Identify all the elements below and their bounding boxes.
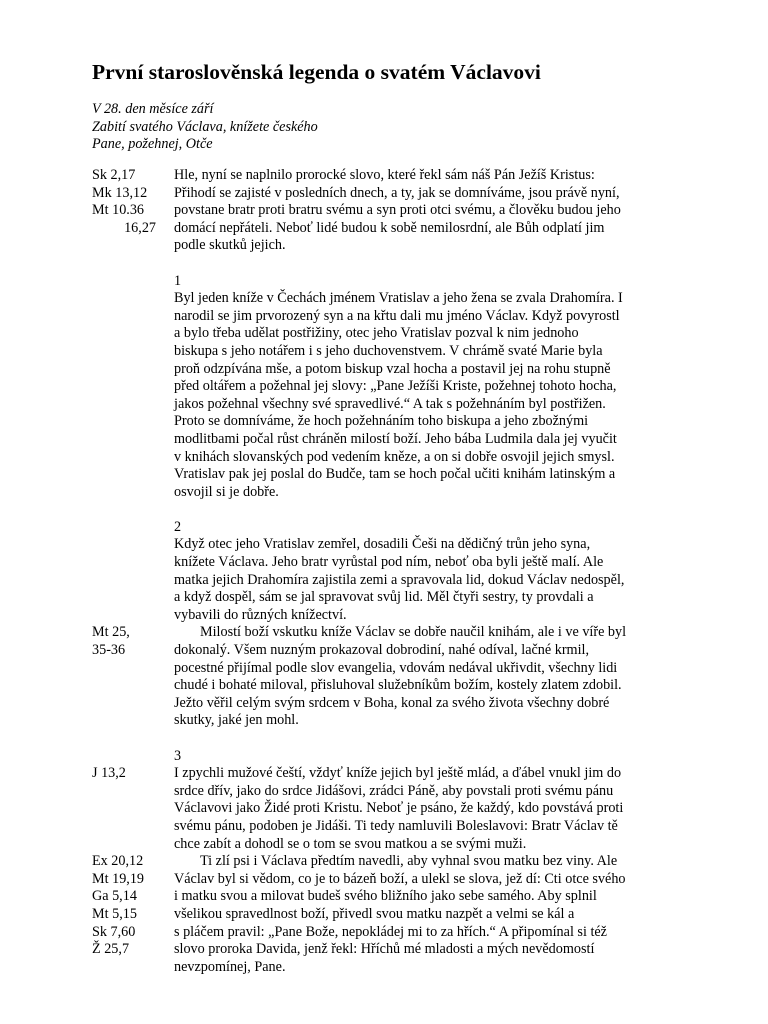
margin-reference: Mt 10.36 — [92, 202, 145, 219]
text-line — [92, 765, 692, 783]
margin-reference: Mk 13,12 — [92, 184, 148, 201]
line-text: knížete Václava. Jeho bratr vyrůstal pod ním, neboť oba byli ještě malí. Ale — [174, 554, 604, 571]
line-text: matka jejich Drahomíra zajistila zemi a spravovala lid, dokud Václav nedospěl, — [174, 571, 625, 588]
text-line — [92, 378, 692, 396]
margin-reference: 35-36 — [92, 642, 126, 659]
line-text: skutky, jaké jen mohl. — [174, 712, 299, 729]
text-line — [92, 624, 692, 642]
line-text: Hle, nyní se naplnilo prorocké slovo, které řekl sám náš Pán Ježíš Kristus: — [174, 167, 595, 183]
margin-reference: Sk 2,17 — [92, 167, 136, 183]
text-line — [92, 924, 692, 942]
text-line — [92, 871, 692, 889]
section-number — [92, 273, 692, 291]
line-text: Proto se domníváme, že hoch požehnáním toho biskupa a jeho zbožnými — [174, 413, 589, 430]
line-text: narodil se jim prvorozený syn a na křtu dali mu jméno Václav. Když povyrostl — [174, 307, 620, 324]
margin-reference: Sk 7,60 — [92, 923, 136, 940]
line-text: v knihách slovanských pod vedením kněze, a on si dobře osvojil jejich smysl. — [174, 448, 615, 465]
line-text: Když otec jeho Vratislav zemřel, dosadili Češi na dědičný trůn jeho syna, — [174, 536, 591, 553]
text-line — [92, 237, 692, 255]
line-text: Přihodí se zajisté v posledních dnech, a ty, jak se domníváme, jsou právě nyní, — [174, 184, 620, 201]
document-title: První staroslověnská legenda o svatém Václavovi — [92, 60, 541, 84]
text-line — [92, 185, 692, 203]
text-line — [92, 396, 692, 414]
line-text: osvojil si je dobře. — [174, 483, 279, 500]
line-text: slovo proroka Davida, jenž řekl: Hříchů mé mladosti a mých nevědomostí — [174, 941, 595, 958]
line-text: dokonalý. Všem nuzným prokazoval dobrodiní, nahé odíval, lačné krmil, — [174, 642, 590, 659]
margin-reference: Mt 19,19 — [92, 870, 145, 887]
line-text: pocestné přijímal podle slov evangelia, vdovám nedával ukřivdit, všechny lidi — [174, 659, 618, 676]
text-line — [92, 818, 692, 836]
line-text: Ti zlí psi i Václava předtím navedli, aby vyhnal svou matku bez viny. Ale — [200, 853, 618, 870]
text-line — [92, 888, 692, 906]
subtitle-line: V 28. den měsíce září — [92, 101, 214, 117]
margin-reference: Ex 20,12 — [92, 853, 144, 870]
line-text: domácí nepřáteli. Neboť lidé budou k sobě nemilosrdní, ale Bůh odplatí jim — [174, 219, 605, 236]
section-number-text: 3 — [174, 747, 182, 764]
text-line — [92, 220, 692, 238]
text-line — [92, 536, 692, 554]
text-line — [92, 484, 692, 502]
text-line — [92, 959, 692, 977]
text-line — [92, 941, 692, 959]
text-line — [92, 449, 692, 467]
margin-reference: 16,27 — [124, 219, 156, 236]
line-text: s pláčem pravil: „Pane Bože, nepokládej mi to za hřích.“ A připomínal si též — [174, 923, 607, 940]
text-line — [92, 589, 692, 607]
line-text: Vratislav pak jej poslal do Budče, tam se hoch počal učiti knihám latinským a — [174, 466, 616, 483]
text-line — [92, 361, 692, 379]
line-text: Václavovi jako Židé proti Kristu. Neboť je psáno, že každý, kdo povstává proti — [174, 800, 624, 817]
text-line — [92, 677, 692, 695]
text-line — [92, 572, 692, 590]
line-text: všelikou spravedlnost boží, přivedl svou matku nazpět a velmi se kál a — [174, 905, 575, 922]
text-line — [92, 202, 692, 220]
text-line — [92, 836, 692, 854]
margin-reference: Ž 25,7 — [92, 941, 130, 958]
text-line — [92, 413, 692, 431]
line-text: před oltářem a požehnal jej slovy: „Pane Ježíši Kriste, požehnej tohoto hocha, — [174, 378, 617, 395]
line-text: chudé i bohaté miloval, přisluhoval služebníkům božím, kostely zlatem zdobil. — [174, 677, 622, 694]
text-line — [92, 800, 692, 818]
document-subtitle — [92, 101, 318, 154]
line-text: a když dospěl, sám se jal spravovat svůj lid. Měl čtyři sestry, ty provdali a — [174, 589, 594, 606]
margin-reference: Mt 5,15 — [92, 905, 137, 922]
line-text: nevzpomínej, Pane. — [174, 958, 286, 975]
line-text: a bylo třeba udělat postřižiny, otec jeho Vratislav pozval k nim jednoho — [174, 325, 579, 342]
text-line — [92, 783, 692, 801]
subtitle-line: Pane, požehnej, Otče — [92, 136, 213, 153]
text-line — [92, 167, 692, 185]
text-line — [92, 466, 692, 484]
text-line — [92, 325, 692, 343]
text-line — [92, 343, 692, 361]
line-text: svému pánu, podoben je Jidáši. Ti tedy namluvili Boleslavovi: Bratr Václav tě — [174, 817, 618, 834]
line-text: I zpychli mužové čeští, vždyť kníže jejich byl ještě mlád, a ďábel vnukl jim do — [174, 765, 622, 782]
line-text: modlitbami počal růst chráněn milostí boží. Jeho bába Ludmila dala jej vyučit — [174, 430, 617, 447]
margin-reference: J 13,2 — [92, 765, 126, 782]
line-text: Milostí boží vskutku kníže Václav se dobře naučil knihám, ale i ve víře byl — [200, 624, 627, 641]
margin-reference: Mt 25, — [92, 624, 130, 641]
section-number-text: 2 — [174, 518, 182, 535]
line-text: podle skutků jejich. — [174, 237, 286, 254]
text-line — [92, 431, 692, 449]
section-number-text: 1 — [174, 272, 182, 289]
text-line — [92, 853, 692, 871]
line-text: Václav byl si vědom, co je to bázeň boží, a ulekl se slova, jež dí: Cti otce svého — [174, 870, 626, 887]
line-text: vybavili do různých knížectví. — [174, 606, 347, 623]
text-line — [92, 695, 692, 713]
line-text: Byl jeden kníže v Čechách jménem Vratislav a jeho žena se zvala Drahomíra. I — [174, 290, 623, 307]
line-text: proň odzpívána mše, a potom biskup vzal hocha a postavil jej na rohu stupně — [174, 360, 611, 377]
text-line — [92, 290, 692, 308]
line-text: srdce dřív, jako do srdce Jidášovi, zrádci Páně, aby povstali proti svému pánu — [174, 782, 614, 799]
text-line — [92, 906, 692, 924]
text-line — [92, 660, 692, 678]
text-line — [92, 308, 692, 326]
section-number — [92, 748, 692, 766]
document-body — [92, 167, 692, 976]
line-text: i matku svou a milovat budeš svého bližního jako sebe samého. Aby splnil — [174, 888, 597, 905]
text-line — [92, 642, 692, 660]
section-number — [92, 519, 692, 537]
subtitle-line: Zabití svatého Václava, knížete českého — [92, 118, 318, 135]
line-text: Ježto věřil celým svým srdcem v Boha, konal za svého života všechny dobré — [174, 694, 610, 711]
line-text: povstane bratr proti bratru svému a syn proti otci svému, a člověku budou jeho — [174, 202, 621, 219]
line-text: jakos požehnal všechny své spravedlivé.“ A tak s požehnáním byl postřižen. — [174, 395, 606, 412]
text-line — [92, 554, 692, 572]
margin-reference: Ga 5,14 — [92, 888, 137, 905]
line-text: chce zabít a dohodl se o tom se svou matkou a se svými muži. — [174, 835, 527, 852]
text-line — [92, 712, 692, 730]
text-line — [92, 607, 692, 625]
line-text: biskupa s jeho notářem i s jeho duchovenstvem. V chrámě svaté Marie byla — [174, 342, 603, 359]
